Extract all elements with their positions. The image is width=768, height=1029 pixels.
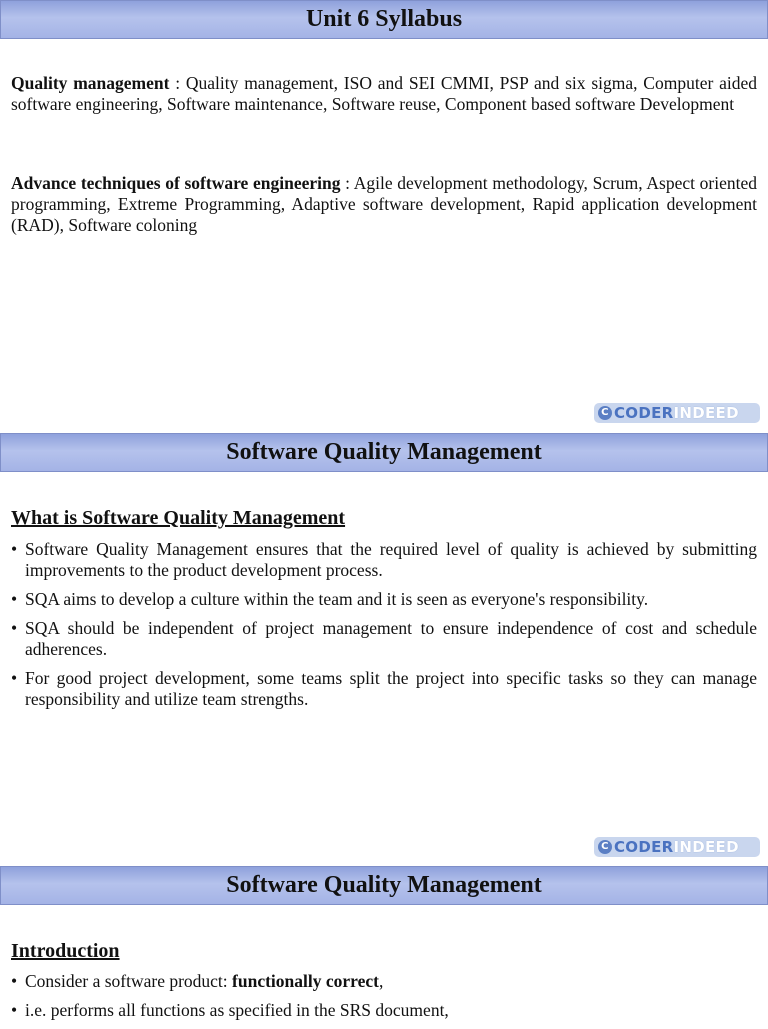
logo-word-indeed: INDEED [673,838,739,856]
topic-content: : Quality management, ISO and SEI CMMI, PSP and six sigma, Computer aided software engineering, Software maintenance, Software reuse, Component based software Development [11,73,757,114]
copyright-c-icon: C [598,406,612,420]
syllabus-advance-techniques [11,173,757,236]
bullet-list [11,539,757,718]
section-heading: What is Software Quality Management [11,507,346,529]
slide-sqm-what-is [0,433,768,865]
list-item: • For good project development, some teams split the project into specific tasks so they can manage responsibility and utilize team strengths. [11,668,757,710]
logo-word-coder: CODER [614,404,674,422]
bullet-text-end: , [378,971,384,991]
list-item: • SQA should be independent of project management to ensure independence of cost and schedule adherences. [11,618,757,660]
syllabus-quality-management [11,73,757,115]
bullet-emphasis: functionally correct [232,971,379,991]
logo-word-indeed: INDEED [673,404,739,422]
slide-title: Unit 6 Syllabus [0,0,768,39]
topic-label: Quality management [11,73,170,93]
copyright-c-icon: C [598,840,612,854]
list-item [11,971,757,992]
coderindeed-logo [594,403,760,423]
logo-word-coder: CODER [614,838,674,856]
bullet-list [11,971,757,1029]
bullet-text: Consider a software product: [25,971,233,991]
slide-title: Software Quality Management [0,433,768,472]
slide-unit6-syllabus [0,0,768,432]
coderindeed-logo [594,837,760,857]
list-item: • SQA aims to develop a culture within the team and it is seen as everyone's responsibility. [11,589,757,610]
slide-title: Software Quality Management [0,866,768,905]
topic-label: Advance techniques of software engineering [11,173,341,193]
slide-sqm-introduction [0,866,768,1024]
section-heading: Introduction [11,940,120,962]
list-item: • Software Quality Management ensures that the required level of quality is achieved by submitting improvements to the product development process. [11,539,757,581]
list-item: • i.e. performs all functions as specified in the SRS document, [11,1000,757,1021]
topic-content: : Agile development methodology, Scrum, Aspect oriented programming, Extreme Programming, Adaptive software development, Rapid application development (RAD), Software coloning [11,173,757,235]
